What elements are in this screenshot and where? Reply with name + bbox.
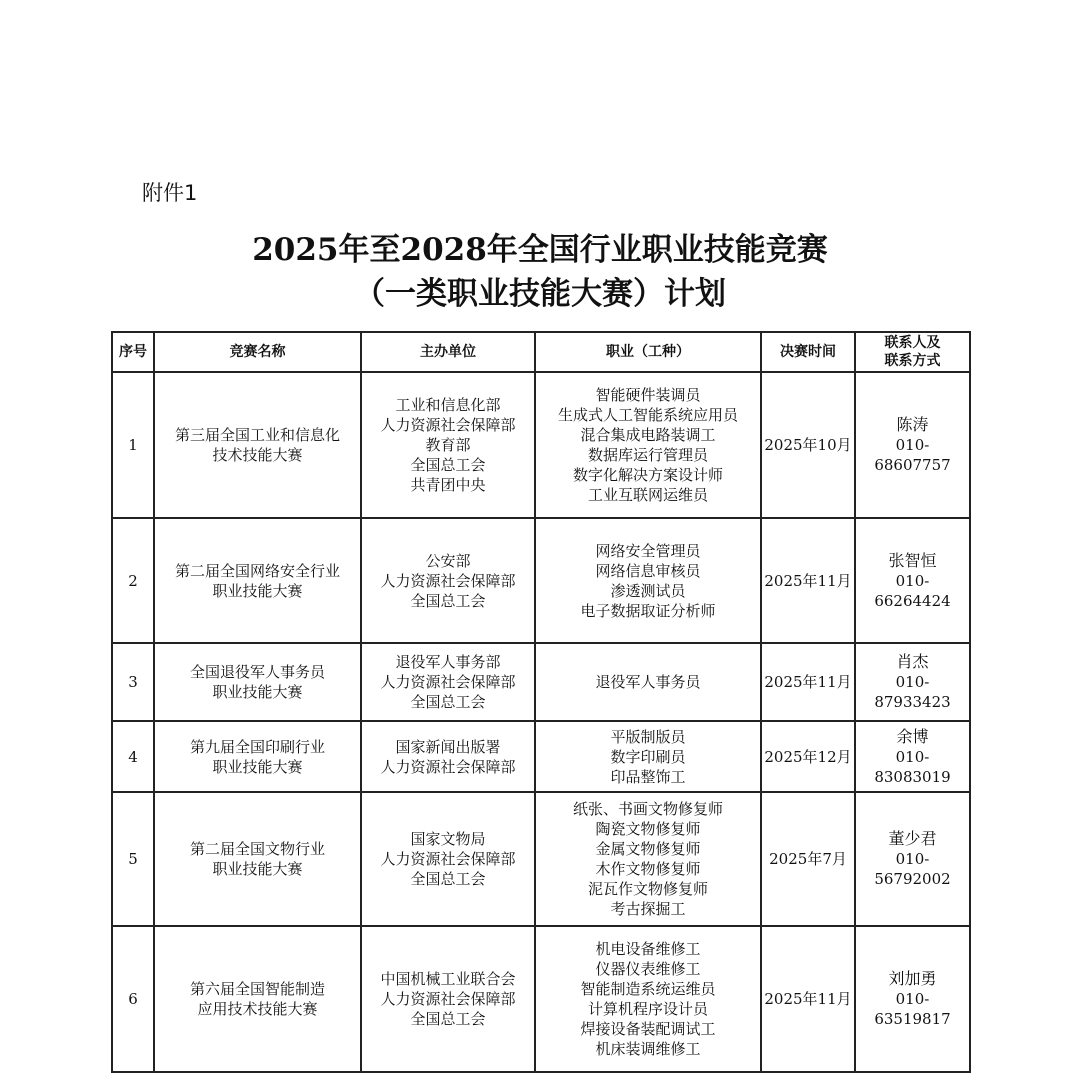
cell-organizers: 公安部 人力资源社会保障部 全国总工会 (361, 518, 535, 643)
table-row (112, 926, 970, 1072)
cell-final-time: 2025年10月 (761, 372, 855, 518)
contact-name: 余博 (896, 726, 929, 746)
cell-occupations: 退役军人事务员 (535, 643, 761, 721)
contact-name: 陈涛 (896, 415, 929, 434)
cell-contact (855, 518, 970, 643)
table-row (112, 643, 970, 721)
cell-organizers: 国家新闻出版署 人力资源社会保障部 (361, 721, 535, 792)
cell-final-time: 2025年11月 (761, 643, 855, 721)
contact-name: 肖杰 (896, 652, 929, 671)
cell-occupations: 机电设备维修工 仪器仪表维修工 智能制造系统运维员 计算机程序设计员 焊接设备装配调试工 机床装调维修工 (535, 926, 761, 1072)
header-competition-name: 竞赛名称 (154, 332, 361, 372)
cell-organizers: 国家文物局 人力资源社会保障部 全国总工会 (361, 792, 535, 926)
cell-occupations: 平版制版员 数字印刷员 印品整饰工 (535, 721, 761, 792)
contact-phone: 010-63519817 (874, 990, 951, 1028)
header-serial-number: 序号 (112, 332, 154, 372)
cell-final-time: 2025年11月 (761, 518, 855, 643)
cell-serial-number: 3 (112, 643, 154, 721)
cell-final-time: 2025年7月 (761, 792, 855, 926)
cell-competition-name: 第六届全国智能制造 应用技术技能大赛 (154, 926, 361, 1072)
competition-plan-table (111, 331, 971, 1073)
document-title-line1: 2025年至2028年全国行业职业技能竞赛 (252, 232, 828, 268)
cell-occupations: 智能硬件装调员 生成式人工智能系统应用员 混合集成电路装调工 数据库运行管理员 数字化解决方案设计师 工业互联网运维员 (535, 372, 761, 518)
cell-occupations: 纸张、书画文物修复师 陶瓷文物修复师 金属文物修复师 木作文物修复师 泥瓦作文物修复师 考古探掘工 (535, 792, 761, 926)
cell-serial-number: 6 (112, 926, 154, 1072)
cell-organizers: 退役军人事务部 人力资源社会保障部 全国总工会 (361, 643, 535, 721)
cell-contact (855, 372, 970, 518)
header-organizers: 主办单位 (361, 332, 535, 372)
cell-serial-number: 2 (112, 518, 154, 643)
cell-competition-name: 全国退役军人事务员 职业技能大赛 (154, 643, 361, 721)
table-row (112, 518, 970, 643)
cell-contact (855, 643, 970, 721)
contact-name: 董少君 (888, 829, 937, 848)
cell-serial-number: 5 (112, 792, 154, 926)
cell-organizers: 中国机械工业联合会 人力资源社会保障部 全国总工会 (361, 926, 535, 1072)
cell-contact (855, 721, 970, 792)
cell-competition-name: 第二届全国网络安全行业 职业技能大赛 (154, 518, 361, 643)
header-final-time: 决赛时间 (761, 332, 855, 372)
cell-occupations: 网络安全管理员 网络信息审核员 渗透测试员 电子数据取证分析师 (535, 518, 761, 643)
header-contact: 联系人及 联系方式 (855, 332, 970, 372)
cell-final-time: 2025年11月 (761, 926, 855, 1072)
contact-phone: 010-68607757 (874, 436, 951, 474)
cell-organizers: 工业和信息化部 人力资源社会保障部 教育部 全国总工会 共青团中央 (361, 372, 535, 518)
document-title-line2: （一类职业技能大赛）计划 (354, 276, 726, 312)
cell-contact (855, 926, 970, 1072)
table-row (112, 792, 970, 926)
cell-competition-name: 第三届全国工业和信息化 技术技能大赛 (154, 372, 361, 518)
cell-final-time: 2025年12月 (761, 721, 855, 792)
cell-contact (855, 792, 970, 926)
header-occupations: 职业（工种） (535, 332, 761, 372)
table-header-row (112, 332, 970, 372)
contact-phone: 010-66264424 (874, 571, 951, 610)
contact-name: 张智恒 (888, 550, 937, 570)
cell-serial-number: 1 (112, 372, 154, 518)
attachment-label: 附件1 (142, 181, 198, 205)
contact-phone: 010-56792002 (874, 850, 951, 888)
cell-competition-name: 第二届全国文物行业 职业技能大赛 (154, 792, 361, 926)
cell-competition-name: 第九届全国印刷行业 职业技能大赛 (154, 721, 361, 792)
contact-name: 刘加勇 (888, 969, 937, 988)
table-row (112, 372, 970, 518)
contact-phone: 010-83083019 (874, 747, 951, 786)
contact-phone: 010-87933423 (874, 673, 951, 711)
table-row (112, 721, 970, 792)
cell-serial-number: 4 (112, 721, 154, 792)
